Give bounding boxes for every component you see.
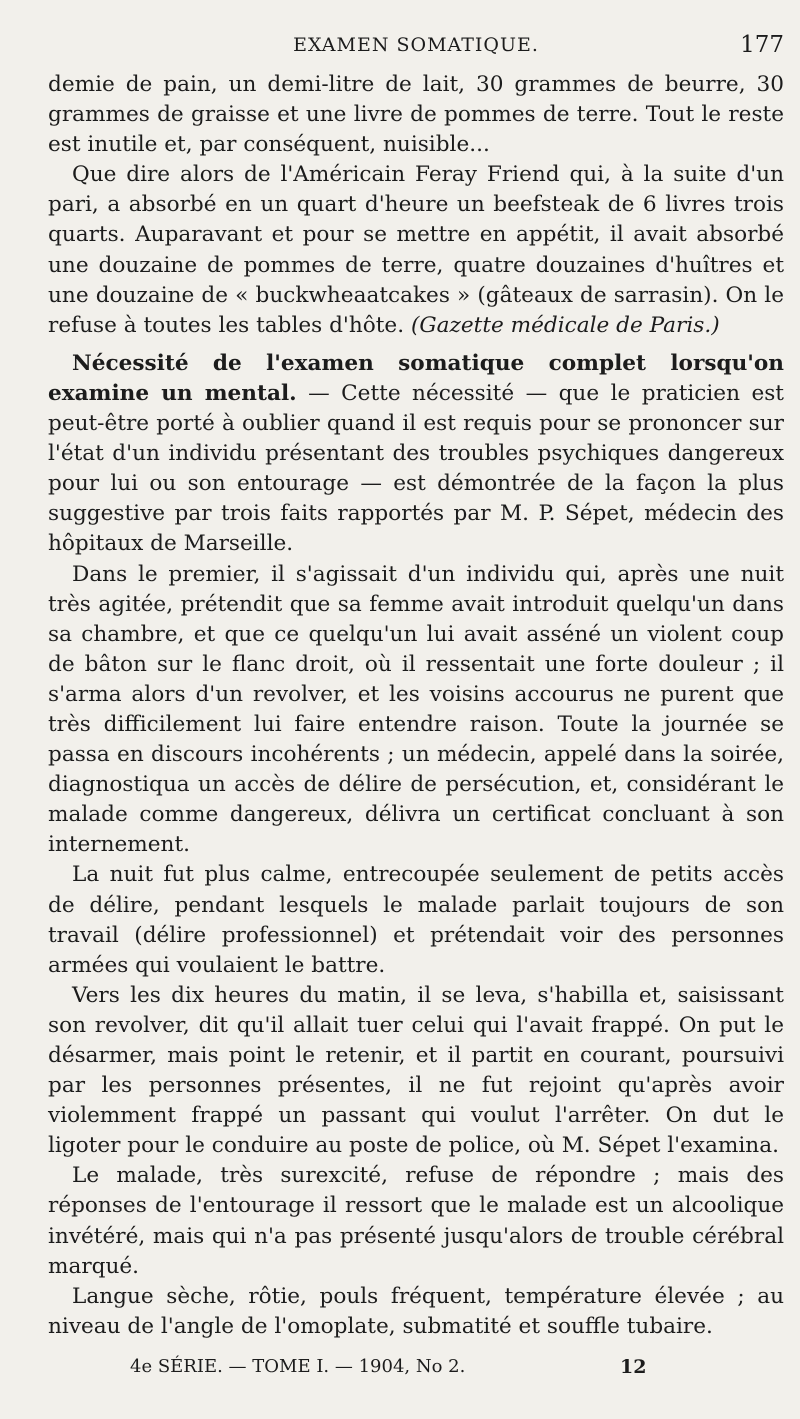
citation-source: (Gazette médicale de Paris.) xyxy=(410,312,720,338)
page-footer xyxy=(48,1356,784,1386)
paragraph-1: demie de pain, un demi-litre de lait, 30 grammes de beurre, 30 grammes de graisse et une livre de pommes de terre. Tout le reste est inutile et, par conséquent, nuisible... xyxy=(48,72,784,158)
paragraph-3 xyxy=(48,349,784,560)
paragraph-2-text: Que dire alors de l'Américain Feray Friend qui, à la suite d'un pari, a absorbé en un quart d'heure un beefsteak de 6 livres trois quarts. Auparavant et pour se mettre en appétit, il avait absorbé une douzaine de pommes de terre, quatre douzaines d'huîtres et une douzaine de « buckwheaatcakes » (gâteaux de sarrasin). On le refuse à toutes les tables d'hôte. xyxy=(48,162,784,338)
running-title: EXAMEN SOMATIQUE. xyxy=(293,34,539,56)
page-number: 177 xyxy=(740,32,784,58)
paragraph-2 xyxy=(48,160,784,341)
paragraph-5: La nuit fut plus calme, entrecoupée seulement de petits accès de délire, pendant lesquels le malade parlait toujours de son travail (délire professionnel) et prétendait voir des personnes armées qui voulaient le battre. xyxy=(48,862,784,978)
document-page xyxy=(48,30,784,1400)
body-text xyxy=(48,70,784,1342)
paragraph-3-text: — Cette nécessité — que le praticien est peut-être porté à oublier quand il est requis pour se prononcer sur l'état d'un individu présentant des troubles psychiques dangereux pour lui ou son entourage — est démontrée de la façon la plus suggestive par trois faits rapportés par M. P. Sépet, médecin des hôpitaux de Marseille. xyxy=(48,380,784,557)
paragraph-4: Dans le premier, il s'agissait d'un individu qui, après une nuit très agitée, prétendit que sa femme avait introduit quelqu'un dans sa chambre, et que ce quelqu'un lui avait asséné un violent coup de bâton sur le flanc droit, où il ressentait une forte douleur ; il s'arma alors d'un revolver, et les voisins accourus ne purent que très difficilement lui faire entendre raison. Toute la journée se passa en discours incohérents ; un médecin, appelé dans la soirée, diagnostiqua un accès de délire de persécution, et, considérant le malade comme dangereux, délivra un certificat concluant à son internement. xyxy=(48,561,784,858)
paragraph-6: Vers les dix heures du matin, il se leva, s'habilla et, saisissant son revolver, dit qu'il allait tuer celui qui l'avait frappé. On put le désarmer, mais point le retenir, et il partit en courant, poursuivi par les personnes présentes, il ne fut rejoint qu'après avoir violemment frappé un passant qui voulut l'arrêter. On dut le ligoter pour le conduire au poste de police, où M. Sépet l'examina. xyxy=(48,982,784,1159)
paragraph-8: Langue sèche, rôtie, pouls fréquent, température élevée ; au niveau de l'angle de l'omoplate, submatité et souffle tubaire. xyxy=(48,1283,784,1339)
sheet-number: 12 xyxy=(620,1356,647,1378)
paragraph-7: Le malade, très surexcité, refuse de répondre ; mais des réponses de l'entourage il ressort que le malade est un alcoolique invétéré, mais qui n'a pas présenté jusqu'alors de trouble cérébral marqué. xyxy=(48,1163,784,1279)
series-info: 4e SÉRIE. — TOME I. — 1904, No 2. xyxy=(130,1356,466,1377)
page-header xyxy=(48,30,784,70)
section-title: Nécessité de l'examen somatique complet lorsqu'on examine un mental. xyxy=(48,350,784,406)
